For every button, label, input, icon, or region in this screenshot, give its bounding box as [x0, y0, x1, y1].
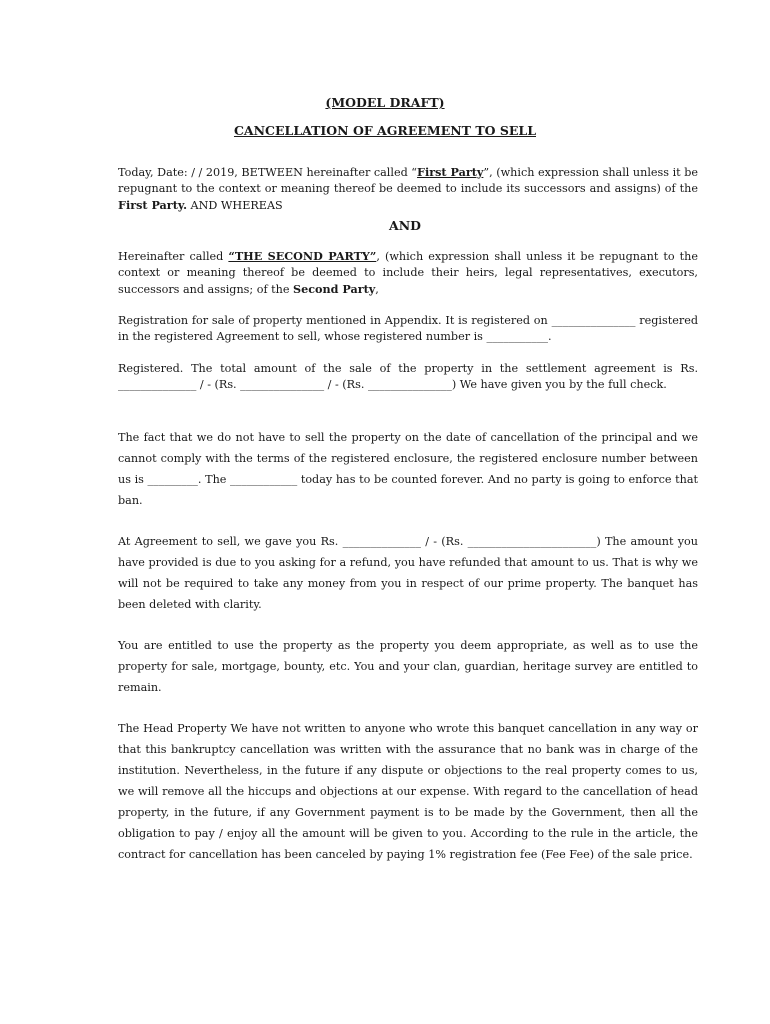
title-model-draft: (MODEL DRAFT)	[325, 95, 445, 110]
p1-first-party-2: First Party.	[118, 198, 187, 212]
paragraph-head-property: The Head Property We have not written to anyone who wrote this banquet cancellation in any way or that this bankruptcy cancellation was written with the assurance that no bank was in charge of the institution. Nevertheless, in the future if any dispute or objections to the real property comes to us, we will remove all the hiccups and objections at our expense. With regard to the cancellation of head property, in the future, if any Government payment is to be made by the Government, then all the obligation to pay / enjoy all the amount will be given to you. According to the rule in the article, the contract for cancellation has been canceled by paying 1% registration fee (Fee Fee) of the sale price.	[118, 722, 698, 861]
paragraph-first-party	[118, 164, 698, 214]
p1-first-party: First Party	[417, 165, 484, 179]
paragraph-principal: The fact that we do not have to sell the property on the date of cancellation of the principal and we cannot comply with the terms of the registered enclosure, the registered enclosure number between us is _________. The ____________ today has to be counted forever. And no party is going to enforce that ban.	[118, 431, 698, 507]
p1-text-c: ”, (which expression shall unless it be repugnant to the context or meaning thereof be deemed to include its successors and assigns) of the	[118, 166, 698, 195]
p1-text-a: Today, Date: / / 2019, BETWEEN hereinafter called “	[118, 166, 418, 179]
p1-text-e: AND WHEREAS	[186, 199, 283, 212]
p2-text-e: ,	[375, 283, 379, 296]
p2-second-party-2: Second Party	[293, 282, 376, 296]
paragraph-entitlement: You are entitled to use the property as the property you deem appropriate, as well as to use the property for sale, mortgage, bounty, etc. You and your clan, guardian, heritage survey are entitled to remain.	[118, 639, 698, 694]
p2-second-party: “THE SECOND PARTY”	[228, 249, 377, 263]
p2-text-c: , (which expression shall unless it be repugnant to the context or meaning thereof be deemed to include their heirs, legal representatives, executors, successors and assigns; of the	[118, 250, 698, 296]
title-cancellation: CANCELLATION OF AGREEMENT TO SELL	[233, 123, 536, 138]
paragraph-agreement-refund: At Agreement to sell, we gave you Rs. ______________ / - (Rs. _______________________) The amount you have provided is due to you asking for a refund, you have refunded that amount to us. That is why we will not be required to take any money from you in respect of our prime property. The banquet has been deleted with clarity.	[118, 535, 698, 611]
p2-text-a: Hereinafter called	[118, 250, 229, 263]
paragraph-total-amount: Registered. The total amount of the sale of the property in the settlement agreement is Rs. ______________ / - (Rs. _______________ / - (Rs. _______________) We have given you by the full check.	[118, 362, 698, 391]
paragraph-second-party	[118, 248, 698, 298]
paragraph-registration: Registration for sale of property mentioned in Appendix. It is registered on _______________ registered in the registered Agreement to sell, whose registered number is ___________.	[118, 314, 698, 343]
and-label: AND	[389, 218, 421, 233]
